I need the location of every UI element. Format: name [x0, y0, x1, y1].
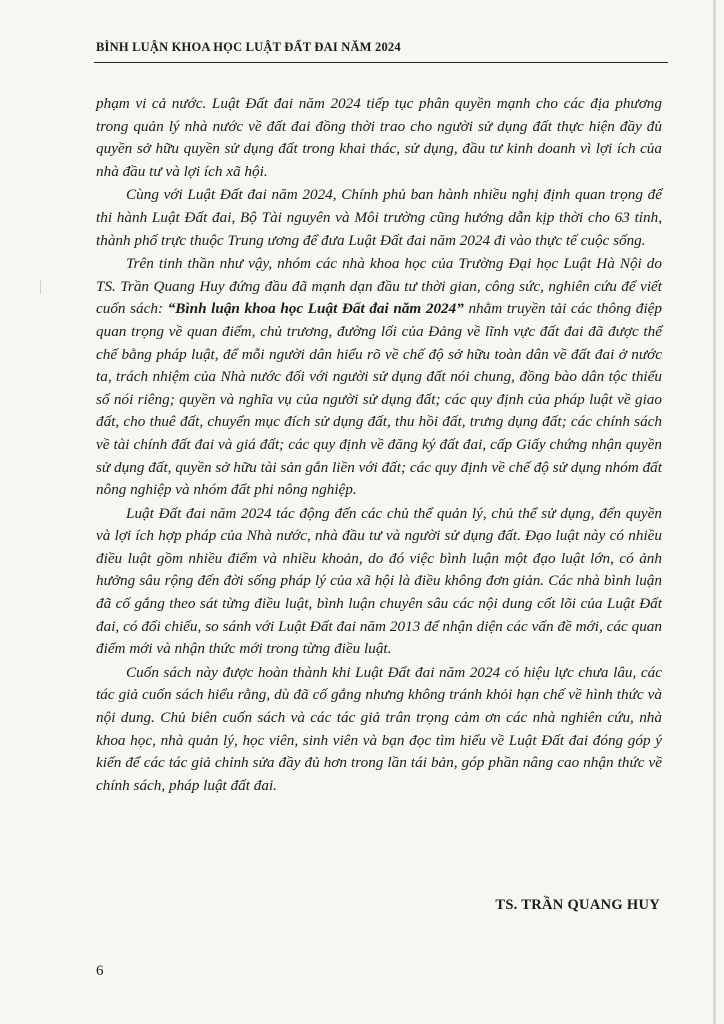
- scan-mark: [40, 280, 41, 294]
- paragraph-continuation: phạm vi cả nước. Luật Đất đai năm 2024 tiếp tục phân quyền mạnh cho các địa phương trong quản lý nhà nước về đất đai đồng thời trao cho người sử dụng đất thực hiện đầy đủ quyền sở hữu quyền sử dụng đất trong khai thác, sử dụng, đầu tư kinh doanh vì lợi ích của nhà đầu tư và lợi ích xã hội.: [96, 95, 662, 180]
- book-title: “Bình luận khoa học Luật Đất đai năm 2024”: [167, 300, 464, 318]
- paragraph-book-purpose: [96, 253, 662, 502]
- running-header: BÌNH LUẬN KHOA HỌC LUẬT ĐẤT ĐAI NĂM 2024: [96, 40, 401, 54]
- paragraph-book-purpose-rest: nhằm truyền tải các thông điệp quan trọng về quan điểm, chủ trương, đường lối của Đảng về lĩnh vực đất đai đã được thể chế bằng pháp luật, để mỗi người dân hiểu rõ về chế độ sở hữu toàn dân về đất đai ở nước ta, trách nhiệm của Nhà nước đối với người sử dụng đất nói chung, đồng bào dân tộc thiểu số nói riêng; quyền và nghĩa vụ của người sử dụng đất; các quy định của pháp luật về giao đất, cho thuê đất, chuyển mục đích sử dụng đất, thu hồi đất, trưng dụng đất; các chính sách về tài chính đất đai và giá đất; các quy định về đăng ký đất đai, cấp Giấy chứng nhận quyền sử dụng đất, quyền sở hữu tài sản gắn liền với đất; các quy định về chế độ sử dụng nhóm đất nông nghiệp và nhóm đất phi nông nghiệp.: [96, 300, 663, 499]
- scan-edge-shadow: [713, 0, 716, 1024]
- paragraph-law-impact: Luật Đất đai năm 2024 tác động đến các chủ thể quản lý, chủ thể sử dụng, đến quyền và lợi ích hợp pháp của Nhà nước, nhà đầu tư và người sử dụng đất. Đạo luật này có nhiều điều luật gồm nhiều điểm và nhiều khoản, do đó việc bình luận một đạo luật lớn, có ảnh hưởng sâu rộng đến đời sống pháp lý của xã hội là điều không đơn giản. Các nhà bình luận đã cố gắng theo sát từng điều luật, bình luận chuyên sâu các nội dung cốt lõi của Luật Đất đai, có đối chiếu, so sánh với Luật Đất đai năm 2013 để nhận diện các vấn đề mới, các quan điểm mới và nhận thức mới trong từng điều luật.: [96, 504, 662, 658]
- page-number: 6: [96, 963, 104, 979]
- author-signature: TS. TRẦN QUANG HUY: [495, 897, 660, 913]
- paragraph-acknowledgement: Cuốn sách này được hoàn thành khi Luật Đất đai năm 2024 có hiệu lực chưa lâu, các tác giả cuốn sách hiểu rằng, dù đã cố gắng nhưng không tránh khỏi hạn chế về hình thức và nội dung. Chủ biên cuốn sách và các tác giả trân trọng cảm ơn các nhà nghiên cứu, nhà khoa học, nhà quản lý, học viên, sinh viên và bạn đọc tìm hiểu về Luật Đất đai đóng góp ý kiến để các tác giả chỉnh sửa đầy đủ hơn trong lần tái bản, góp phần nâng cao nhận thức về chính sách, pháp luật đất đai.: [96, 663, 662, 794]
- header-divider: [94, 62, 668, 63]
- page-body: [96, 93, 662, 798]
- paragraph-book-purpose-intro: Trên tinh thần như vậy, nhóm các nhà khoa học của Trường Đại học Luật Hà Nội do TS. Trần Quang Huy đứng đầu đã mạnh dạn đầu tư thời gian, công sức, nghiên cứu để viết cuốn sách:: [96, 255, 662, 318]
- paragraph-government-decrees: Cùng với Luật Đất đai năm 2024, Chính phủ ban hành nhiều nghị định quan trọng để thi hành Luật Đất đai, Bộ Tài nguyên và Môi trường cũng hướng dẫn kịp thời cho 63 tỉnh, thành phố trực thuộc Trung ương để đưa Luật Đất đai năm 2024 đi vào thực tế cuộc sống.: [96, 186, 662, 249]
